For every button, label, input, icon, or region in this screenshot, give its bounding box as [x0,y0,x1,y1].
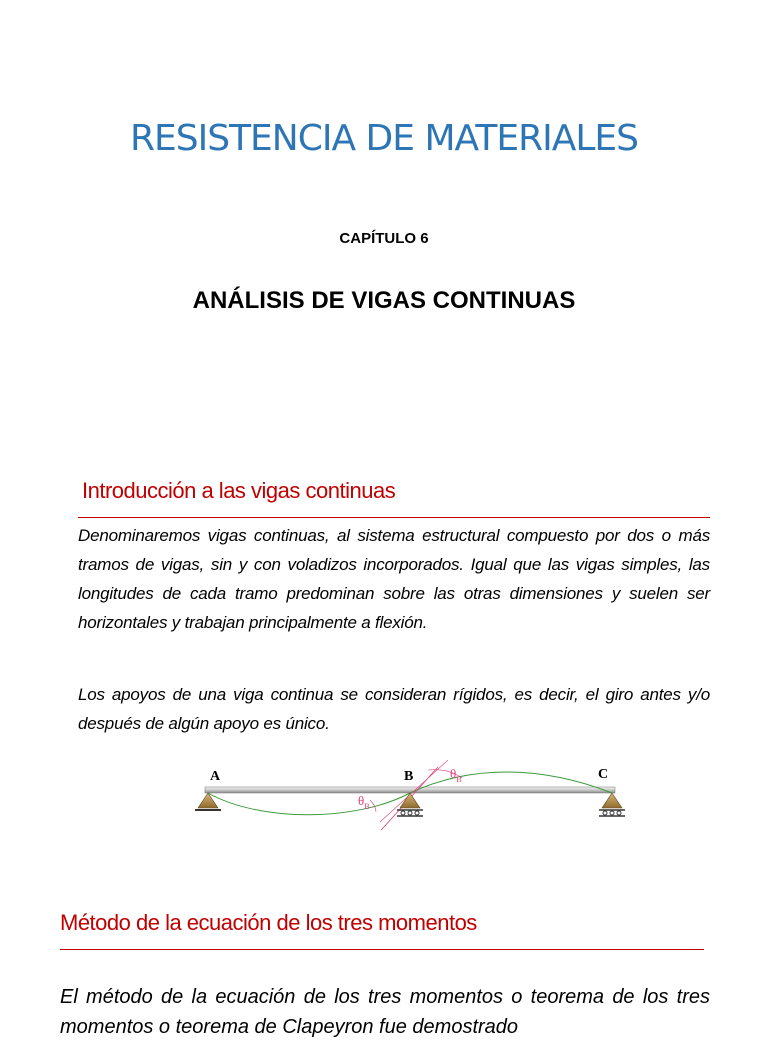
continuous-beam-diagram [180,760,640,830]
support-b [397,793,423,816]
document-title: RESISTENCIA DE MATERIALES [129,118,639,159]
support-c [599,793,625,816]
label-a: A [210,769,221,784]
section-divider [78,517,710,518]
chapter-label: CAPÍTULO 6 [339,230,429,247]
chapter-subtitle: ANÁLISIS DE VIGAS CONTINUAS [192,287,576,314]
label-c: C [598,767,609,782]
section-heading-intro: Introducción a las vigas continuas [82,478,396,503]
beam [205,787,615,793]
section-divider [60,949,704,950]
section-heading-three-moments: Método de la ecuación de los tres momentos [60,910,477,935]
intro-paragraph-1: Denominaremos vigas continuas, al sistema estructural compuesto por dos o más tramos de vigas, sin y con voladizos incorporados. Igual que las vigas simples, las longitudes de cada tramo predominan sobre las otras dimensiones y suelen ser horizontales y trabajan principalmente a flexión. [78,526,710,632]
support-a [195,793,221,810]
theta-label-left: $\theta_B$ [358,793,370,811]
label-b: B [404,769,414,784]
three-moments-paragraph: El método de la ecuación de los tres momentos o teorema de los tres momentos o teorema de Clapeyron fue demostrado [60,986,710,1038]
theta-label-right: $\theta_B$ [450,766,462,784]
intro-paragraph-2: Los apoyos de una viga continua se consideran rígidos, es decir, el giro antes y/o después de algún apoyo es único. [78,685,710,733]
